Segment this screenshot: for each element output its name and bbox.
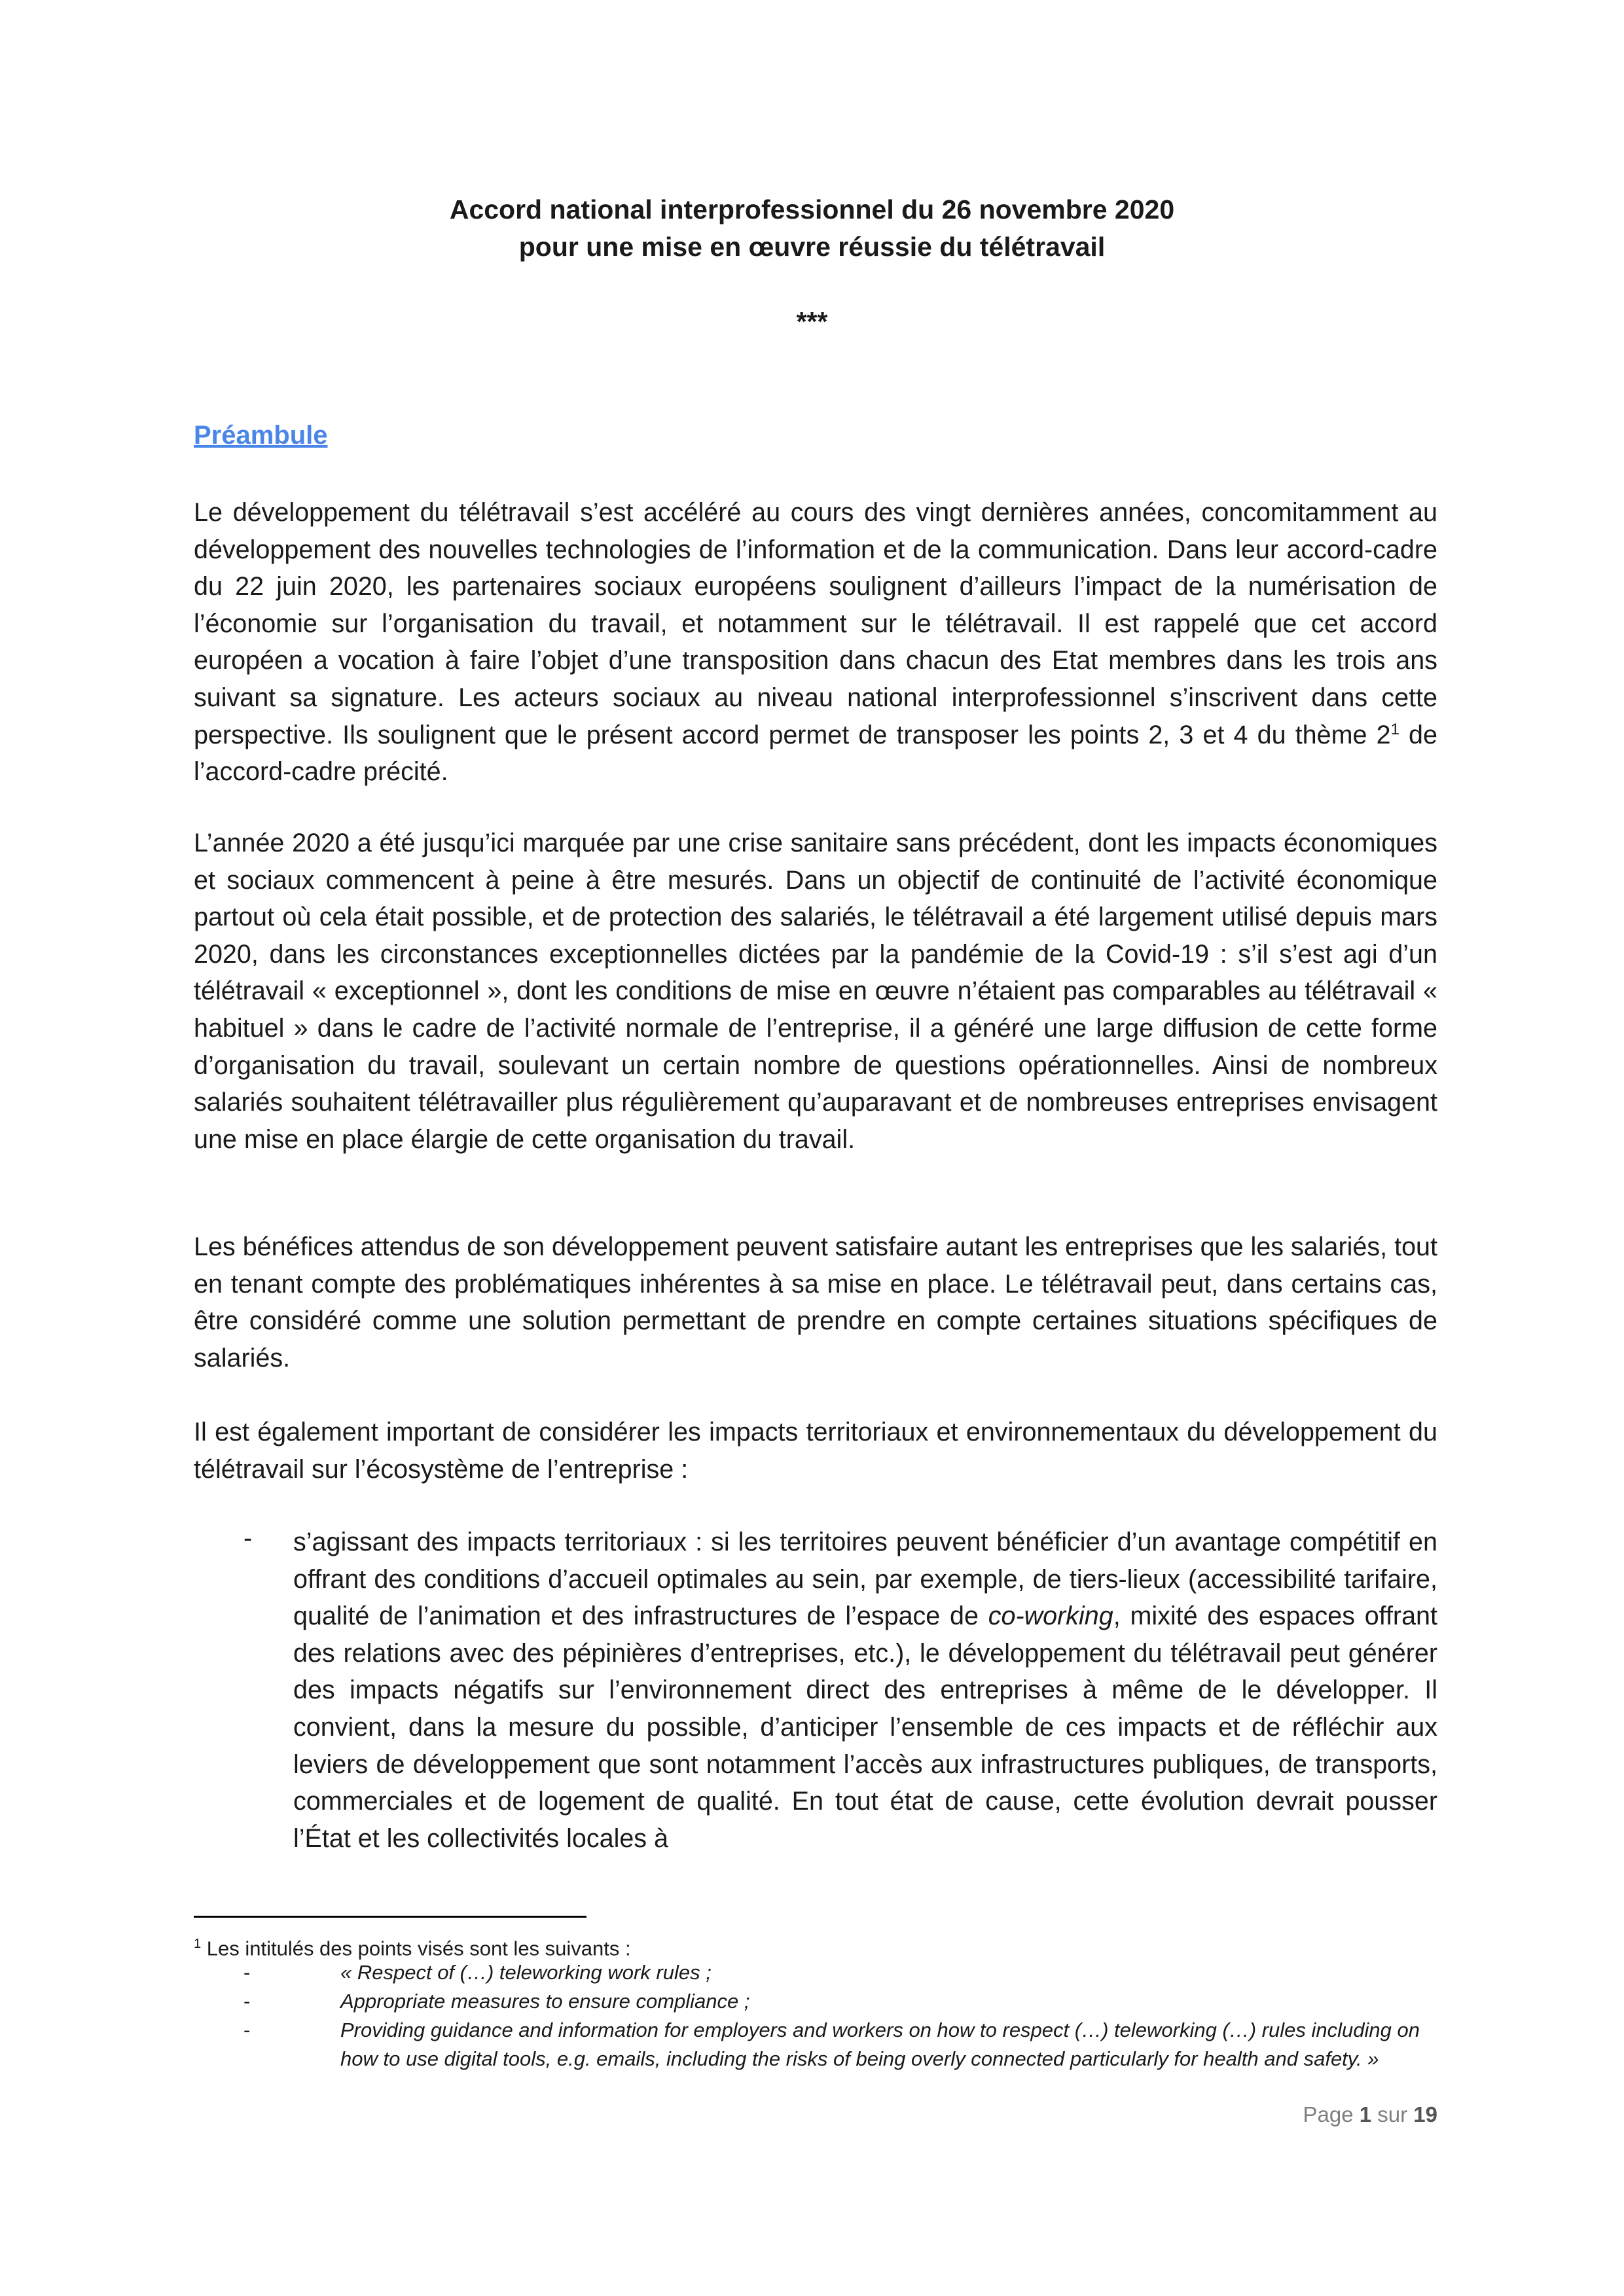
page-number-total: 19 [1413,2102,1437,2126]
footnote-item: « Respect of (…) teleworking work rules ; [340,1961,712,1984]
title-separator: *** [796,306,828,336]
title-line-1: Accord national interprofessionnel du 26 novembre 2020 [449,194,1175,224]
paragraph-4: Il est également important de considérer les impacts territoriaux et environnementaux du développement du télétravail sur l’écosystème de l’entreprise : [194,1418,1437,1484]
footnote-intro-text: Les intitulés des points visés sont les suivants : [201,1937,631,1960]
title-line-2: pour une mise en œuvre réussie du télétravail [518,232,1106,262]
footnote-reference[interactable]: 1 [1390,720,1399,738]
section-heading-preambule: Préambule [194,421,328,450]
bullet-territorial-impacts [293,1524,1437,1857]
footnote-dash: - [244,1990,251,2013]
paragraph-3: Les bénéfices attendus de son développement peuvent satisfaire autant les entreprises que les salariés, tout en tenant compte des problématiques inhérentes à sa mise en place. Le télétravail peut, dans certains cas, être considéré comme une solution permettant de prendre en compte certaines situations spécifiques de salariés. [194,1232,1437,1372]
footnote-item: Providing guidance and information for employers and workers on how to respect (…) teleworking (…) rules including on how to use digital tools, e.g. emails, including the risks of being overly connected particularly for health and safety. » [340,2018,1420,2070]
document-title [0,191,1624,266]
footnote-item: Appropriate measures to ensure compliance ; [340,1990,750,2013]
bullet-text-italic: co-working [988,1602,1113,1631]
footnote-dash: - [244,2018,251,2041]
bullet-text-part-1: s’agissant des impacts territoriaux : si les territoires peuvent bénéficier d’un avantage compétitif en offrant des conditions d’accueil optimales au sein, par exemple, de tiers-lieux (accessibilité tarifaire, qualité de l’animation et des infrastructures de l’espace de [293,1528,1437,1631]
page-number [1303,2102,1437,2127]
footnote-dash: - [244,1961,251,1984]
footnote-marker: 1 [194,1937,202,1951]
bullet-text-part-2: , mixité des espaces offrant des relations avec des pépinières d’entreprises, etc.), le développement du télétravail peut générer des impacts négatifs sur l’environnement direct des entreprises à même de le développer. Il convient, dans la mesure du possible, d’anticiper l’ensemble de ces impacts et de réfléchir aux leviers de développement que sont notamment l’accès aux infrastructures publiques, de transports, commerciales et de logement de qualité. En tout état de cause, cette évolution devrait pousser l’État et les collectivités locales à [293,1602,1437,1853]
paragraph-2: L’année 2020 a été jusqu’ici marquée par une crise sanitaire sans précédent, dont les impacts économiques et sociaux commencent à peine à être mesurés. Dans un objectif de continuité de l’activité économique partout où cela était possible, et de protection des salariés, le télétravail a été largement utilisé depuis mars 2020, dans les circonstances exceptionnelles dictées par la pandémie de la Covid-19 : s’il s’est agi d’un télétravail « exceptionnel », dont les conditions de mise en œuvre n’étaient pas comparables au télétravail « habituel » dans le cadre de l’activité normale de l’entreprise, il a généré une large diffusion de cette forme d’organisation du travail, soulevant un certain nombre de questions opérationnelles. Ainsi de nombreux salariés souhaitent télétravailler plus régulièrement qu’auparavant et de nombreuses entreprises envisagent une mise en place élargie de cette organisation du travail. [194,829,1437,1154]
page-number-current: 1 [1359,2102,1372,2126]
page-number-prefix: Page [1303,2102,1360,2126]
footnote-separator [194,1916,586,1918]
page-number-middle: sur [1371,2102,1414,2126]
paragraph-1 [194,494,1437,791]
bullet-dash: - [244,1524,253,1552]
paragraph-1-text: Le développement du télétravail s’est accéléré au cours des vingt dernières années, concomitamment au développement des nouvelles technologies de l’information et de la communication. Dans leur accord-cadre du 22 juin 2020, les partenaires sociaux européens soulignent d’ailleurs l’impact de la numérisation de l’économie sur l’organisation du travail, et notamment sur le télétravail. Il est rappelé que cet accord européen a vocation à faire l’objet d’une transposition dans chacun des Etat membres dans les trois ans suivant sa signature. Les acteurs sociaux au niveau national interprofessionnel s’inscrivent dans cette perspective. Ils soulignent que le présent accord permet de transposer les points 2, 3 et 4 du thème 2 [194,498,1437,749]
paragraph-1-tail: de l’accord-cadre précité. [194,720,1437,787]
